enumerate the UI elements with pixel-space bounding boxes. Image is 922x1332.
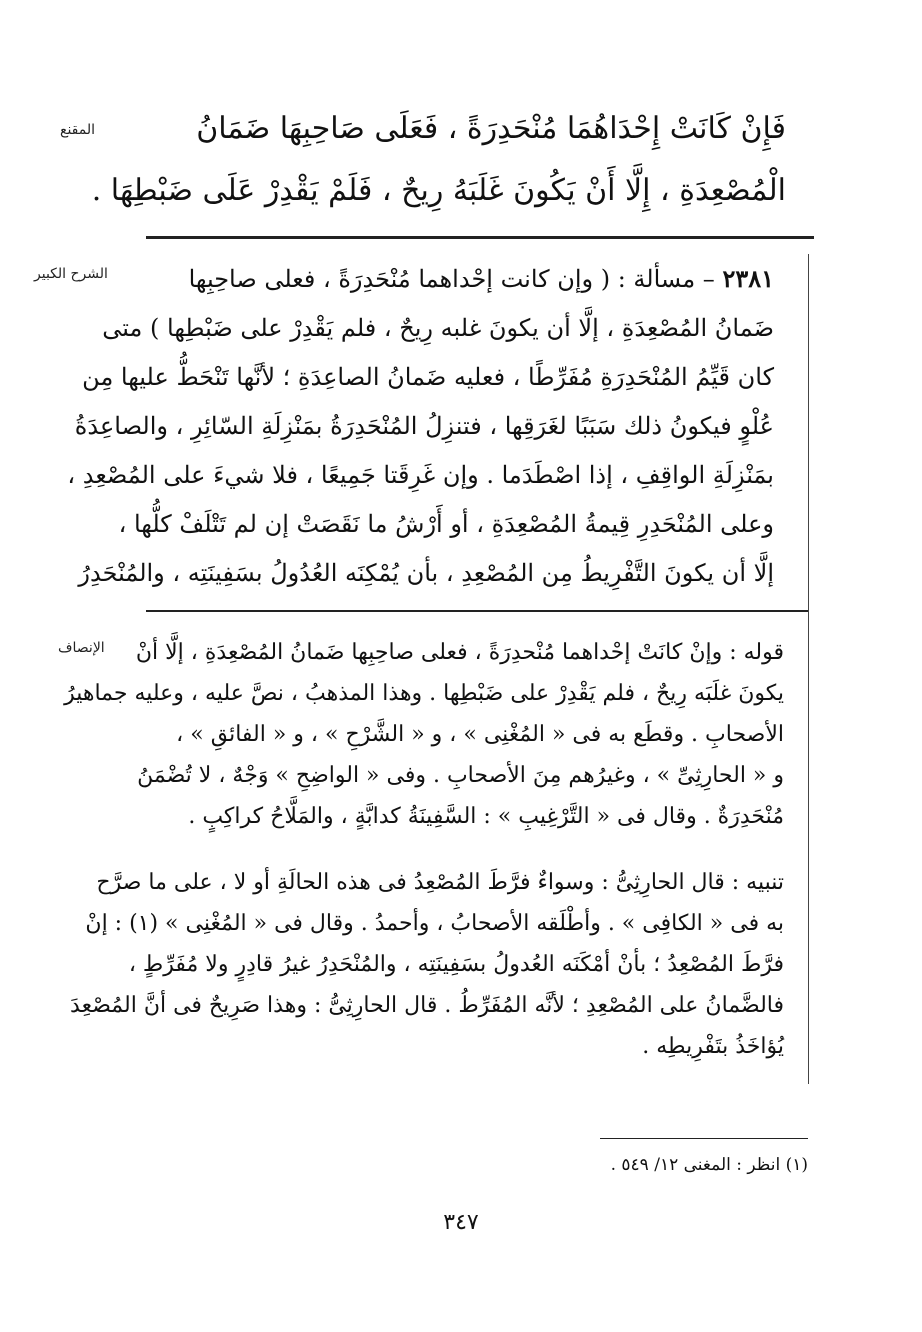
tanbih-text [70,862,784,1067]
muqni-line: الْمُصْعِدَةِ ، إِلَّا أَنْ يَكُونَ غَلَبَهُ رِيحٌ ، فَلَمْ يَقْدِرْ عَلَى ضَبْطِهَا . [91,173,786,208]
muqni-line: فَإِنْ كَانَتْ إِحْدَاهُمَا مُنْحَدِرَةً ، فَعَلَى صَاحِبِهَا ضَمَانُ [196,111,786,146]
sharh-line: كان قَيِّمُ المُنْحَدِرَةِ مُفَرِّطًا ، فعليه ضَمانُ الصاعِدَةِ ؛ لأنَّها تَنْحَطُّ عليها مِن [82,363,774,391]
sharh-line: بمَنْزِلَةِ الواقِفِ ، إذا اصْطَدَما . وإن غَرِقَتا جَمِيعًا ، فلا شيءَ على المُصْعِدِ ، [67,461,774,489]
column-guide-line [808,254,809,1084]
muqni-text [91,98,786,222]
tanbih-line: تنبيه : قال الحارِثِىُّ : وسواءٌ فرَّطَ المُصْعِدُ فى هذه الحالَةِ أو لا ، على ما صرَّح [96,870,784,895]
insaf-line: و « الحارِثِىِّ » ، وغيرُهم مِنَ الأصحابِ . وفى « الواضِحِ » وَجْهٌ ، لا تُضْمَنُ [137,763,784,788]
footnote-line: (١) انظر : المغنى ١٢/ ٥٤٩ . [610,1155,808,1175]
top-divider [146,236,814,239]
sharh-line-text: – مسألة : ( وإن كانت إحْداهما مُنْحَدِرَةً ، فعلى صاحِبِها [188,265,715,293]
sharh-line: ضَمانُ المُصْعِدَةِ ، إلَّا أن يكونَ غلبه رِيحٌ ، فلم يَقْدِرْ على ضَبْطِها ) متى [102,314,774,342]
insaf-line: الأصحابِ . وقطَع به فى « المُغْنِى » ، و « الشَّرْحِ » ، و « الفائقِ » ، [176,722,784,747]
middle-divider [146,610,808,612]
sharh-line [138,254,774,304]
footnote-divider [600,1138,808,1139]
insaf-line: يكونَ غلَبَه رِيحٌ ، فلم يَقْدِرْ على ضَبْطِها . وهذا المذهبُ ، نصَّ عليه ، وعليه جماهيرُ [64,681,784,706]
tanbih-line: فرَّطَ المُصْعِدُ ؛ بأنْ أمْكَنَه العُدولُ بسَفِينَتِه ، والمُنْحَدِرُ غيرُ قادِرٍ ولا مُفَرِّطٍ ، [128,952,784,977]
insaf-line: قوله : وإنْ كانَتْ إحْداهما مُنْحدِرَةً ، فعلى صاحِبِها ضَمانُ المُصْعِدَةِ ، إلَّا أنْ [135,640,784,665]
tanbih-line: يُؤاخَذُ بتَفْرِيطِه . [642,1034,784,1059]
sharh-line: وعلى المُنْحَدِرِ قِيمةُ المُصْعِدَةِ ، أو أَرْشُ ما نَقَصَتْ إن لم تَتْلَفْ كلُّها ، [118,510,774,538]
label-insaf: الإنصاف [58,640,105,656]
label-muqni: المقنع [60,122,96,138]
tanbih-line: به فى « الكافِى » . وأطْلَقه الأصحابُ ، وأحمدُ . وقال فى « المُغْنِى » (١) : إنْ [85,911,784,936]
footnote [560,1152,808,1178]
sharh-line: إلَّا أن يكونَ التَّفْرِيطُ مِن المُصْعِدِ ، بأن يُمْكِنَه العُدُولُ بسَفِينَتِه ، والمُنْحَدِرُ [78,559,774,587]
tanbih-line: فالضَّمانُ على المُصْعِدِ ؛ لأنَّه المُفَرِّطُ . قال الحارِثِىُّ : وهذا صَرِيحٌ فى أنَّ المُصْعِدَ [70,993,784,1018]
label-sharh-kabir: الشرح الكبير [34,266,108,282]
mas-ala-number: ٢٣٨١ [722,264,774,293]
sharh-line: عُلْوٍ فيكونُ ذلك سَبَبًا لغَرَقِها ، فتنزِلُ المُنْحَدِرَةُ بمَنْزِلَةِ السّائِرِ ، والصاعِدَةُ [74,412,774,440]
page-number: ٣٤٧ [443,1210,479,1235]
insaf-line: مُنْحَدِرَةٌ . وقال فى « التَّرْغِيبِ » : السَّفِينَةُ كدابَّةٍ ، والمَلَّاحُ كراكِبٍ . [188,804,784,829]
